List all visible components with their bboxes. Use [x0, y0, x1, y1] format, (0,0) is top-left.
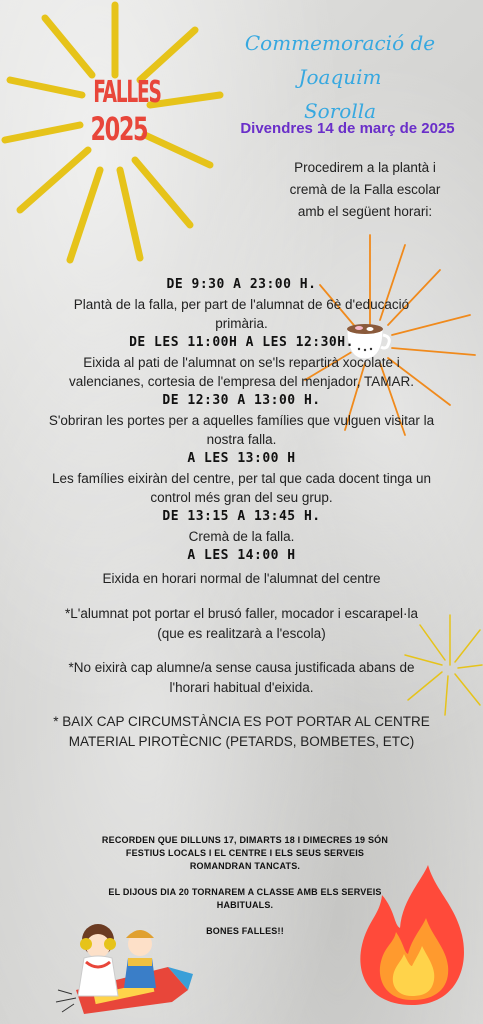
intro-line: amb el següent horari:	[297, 204, 433, 219]
schedule-line: S'obriran les portes per a aquelles famílies que vulguen visitar la	[48, 413, 435, 428]
schedule-heading: DE 13:15 A 13:45 H.	[162, 509, 321, 524]
logo-falles-text: FALLES	[93, 75, 161, 110]
schedule-text	[5, 469, 478, 507]
schedule-text	[5, 569, 478, 588]
schedule-heading: DE 12:30 A 13:00 H.	[162, 393, 321, 408]
note-line: (que es realitzarà a l'escola)	[157, 626, 326, 641]
note-uniform	[5, 604, 478, 644]
schedule-line: valencianes, cortesia de l'empresa del menjador, TAMAR.	[69, 374, 414, 389]
schedule-heading: A LES 14:00 H	[187, 548, 296, 563]
schedule-line: nostra falla.	[206, 432, 277, 447]
schedule-heading: A LES 13:00 H	[187, 451, 296, 466]
title-line-1: Commemoració de Joaquim	[244, 31, 436, 89]
note-line: l'horari habitual d'eixida.	[169, 680, 314, 695]
schedule-section	[5, 275, 478, 752]
footer-line: RECORDEN QUE DILLUNS 17, DIMARTS 18 I DIMECRES 19 SÓN	[101, 835, 389, 845]
schedule-text	[5, 411, 478, 449]
schedule-line: control més gran del seu grup.	[150, 490, 333, 505]
note-line: *L'alumnat pot portar el brusó faller, mocador i escarapel·la	[64, 606, 418, 621]
footer-line: FESTIUS LOCALS I EL CENTRE I ELS SEUS SERVEIS	[125, 848, 365, 858]
falleros-on-rocket-icon	[48, 912, 198, 1020]
page-title	[205, 26, 475, 128]
schedule-line: Eixida en horari normal de l'alumnat del centre	[102, 571, 381, 586]
schedule-line: Plantà de la falla, per part de l'alumnat de 6è d'educació	[73, 297, 410, 312]
note-line: * BAIX CAP CIRCUMSTÀNCIA ES POT PORTAR AL CENTRE	[53, 714, 430, 729]
footer-line: ROMANDRAN TANCATS.	[189, 861, 301, 871]
intro-text	[270, 157, 460, 223]
schedule-heading: DE LES 11:00H A LES 12:30H.	[129, 335, 354, 350]
title-line-2: Sorolla	[303, 99, 377, 123]
note-line: *No eixirà cap alumne/a sense causa justificada abans de	[68, 660, 415, 675]
closing-text: BONES FALLES!!	[206, 926, 284, 936]
note-pyrotechnics	[5, 712, 478, 752]
schedule-line: Eixida al pati de l'alumnat on se'ls repartirà xocolate i	[83, 355, 400, 370]
schedule-text	[5, 353, 478, 391]
intro-line: Procedirem a la plantà i	[294, 160, 436, 175]
schedule-line: Les famílies eixiràn del centre, per tal que cada docent tinga un	[52, 471, 431, 486]
schedule-line: primària.	[215, 316, 268, 331]
intro-line: cremà de la Falla escolar	[289, 182, 441, 197]
note-line: MATERIAL PIROTÈCNIC (PETARDS, BOMBETES, ETC)	[68, 734, 415, 749]
schedule-text	[5, 527, 478, 546]
falles-logo	[80, 75, 161, 148]
logo-year-text: 2025	[90, 110, 148, 148]
event-date: Divendres 14 de març de 2025	[240, 120, 455, 137]
schedule-text	[5, 295, 478, 333]
note-absence	[5, 658, 478, 698]
schedule-heading: DE 9:30 A 23:00 H.	[166, 277, 317, 292]
footer-line: HABITUALS.	[216, 900, 274, 910]
footer-line: EL DIJOUS DIA 20 TORNAREM A CLASSE AMB ELS SERVEIS	[108, 887, 382, 897]
schedule-line: Cremà de la falla.	[188, 529, 295, 544]
flame-icon	[350, 860, 475, 1010]
